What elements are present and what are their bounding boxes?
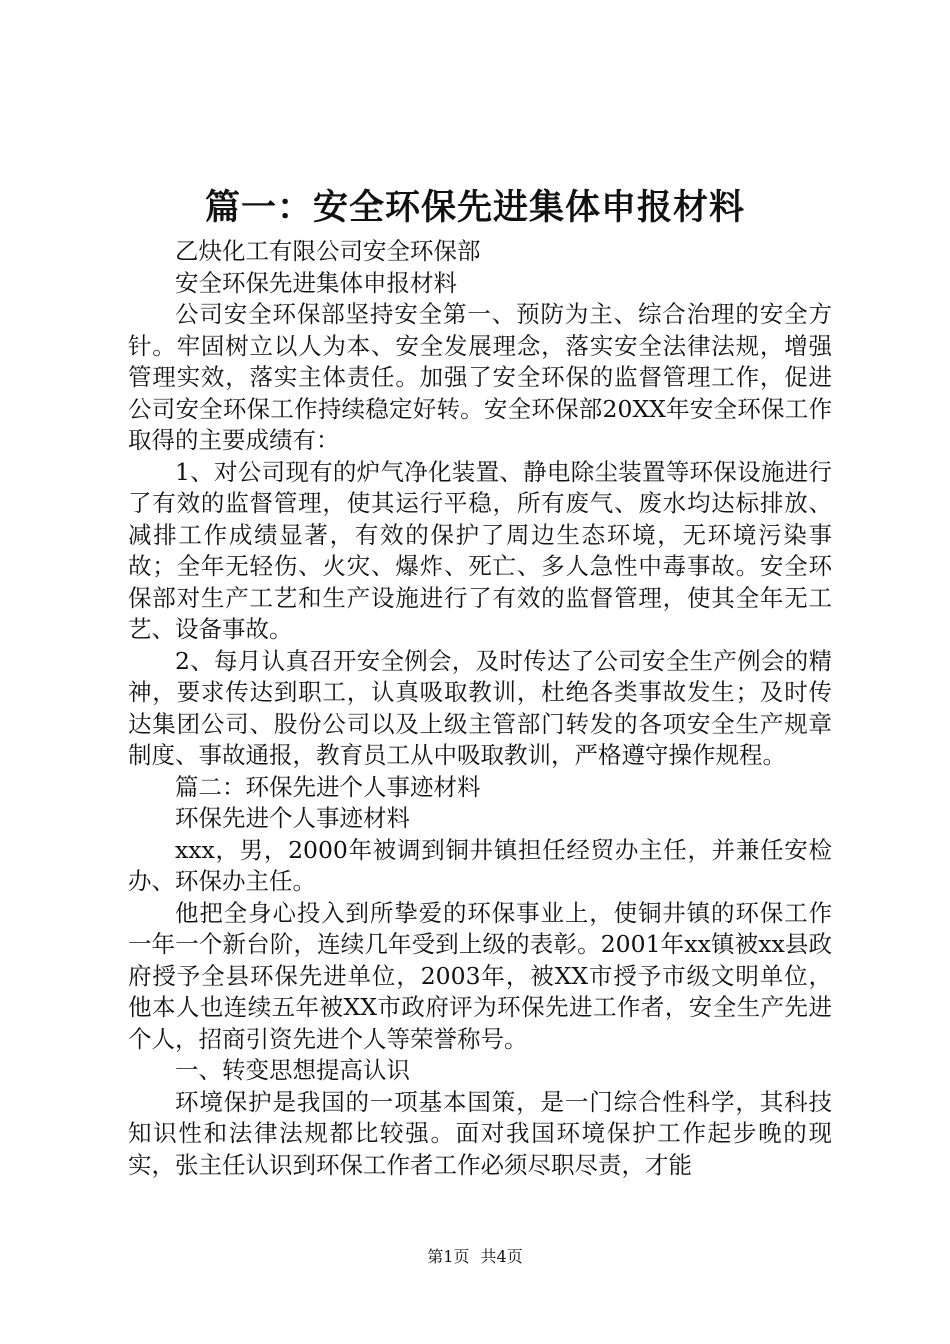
paragraph-environment: 环境保护是我国的一项基本国策，是一门综合性科学，其科技知识性和法律法规都比较强。面对我国环境保护工作起步晚的现实，张主任认识到环保工作者工作必须尽职尽责，才能: [128, 1087, 832, 1179]
page-footer: [0, 1246, 950, 1268]
page-number: 第1页: [427, 1247, 470, 1266]
document-body: [128, 236, 832, 1181]
paragraph-person-achievements: 他把全身心投入到所挚爱的环保事业上，使铜井镇的环保工作一年一个新台阶，连续几年受到上级的表彰。2001年xx镇被xx县政府授予全县环保先进单位，2003年，被XX市授予市级文明单位，他本人也连续五年被XX市政府评为环保先进工作者，安全生产先进个人，招商引资先进个人等荣誉称号。: [128, 898, 832, 1053]
paragraph-item-1: 1、对公司现有的炉气净化装置、静电除尘装置等环保设施进行了有效的监督管理，使其运行平稳，所有废气、废水均达标排放、减排工作成绩显著，有效的保护了周边生态环境，无环境污染事故；全年无轻伤、火灾、爆炸、死亡、多人急性中毒事故。安全环保部对生产工艺和生产设施进行了有效的监督管理，使其全年无工艺、设备事故。: [128, 457, 832, 643]
page-total: 共4页: [480, 1247, 523, 1266]
document-title: 篇一：安全环保先进集体申报材料: [204, 187, 745, 228]
paragraph-item-2: 2、每月认真召开安全例会，及时传达了公司安全生产例会的精神，要求传达到职工，认真吸取教训，杜绝各类事故发生；及时传达集团公司、股份公司以及上级主管部门转发的各项安全生产规章制度、事故通报，教育员工从中吸取教训，严格遵守操作规程。: [128, 646, 832, 769]
paragraph-section-2-subtitle: 环保先进个人事迹材料: [175, 804, 410, 832]
paragraph-person-intro: xxx，男，2000年被调到铜井镇担任经贸办主任，并兼任安检办、环保办主任。: [128, 835, 832, 895]
paragraph-subtitle: 安全环保先进集体申报材料: [175, 268, 457, 297]
paragraph-intro: 公司安全环保部坚持安全第一、预防为主、综合治理的安全方针。牢固树立以人为本、安全发展理念，落实安全法律法规，增强管理实效，落实主体责任。加强了安全环保的监督管理工作，促进公司安全环保工作持续稳定好转。安全环保部20XX年安全环保工作取得的主要成绩有：: [128, 300, 832, 454]
paragraph-subheading-1: 一、转变思想提高认识: [175, 1056, 410, 1084]
paragraph-section-2-heading: 篇二：环保先进个人事迹材料: [175, 772, 481, 801]
paragraph-company-name: 乙炔化工有限公司安全环保部: [175, 237, 481, 265]
